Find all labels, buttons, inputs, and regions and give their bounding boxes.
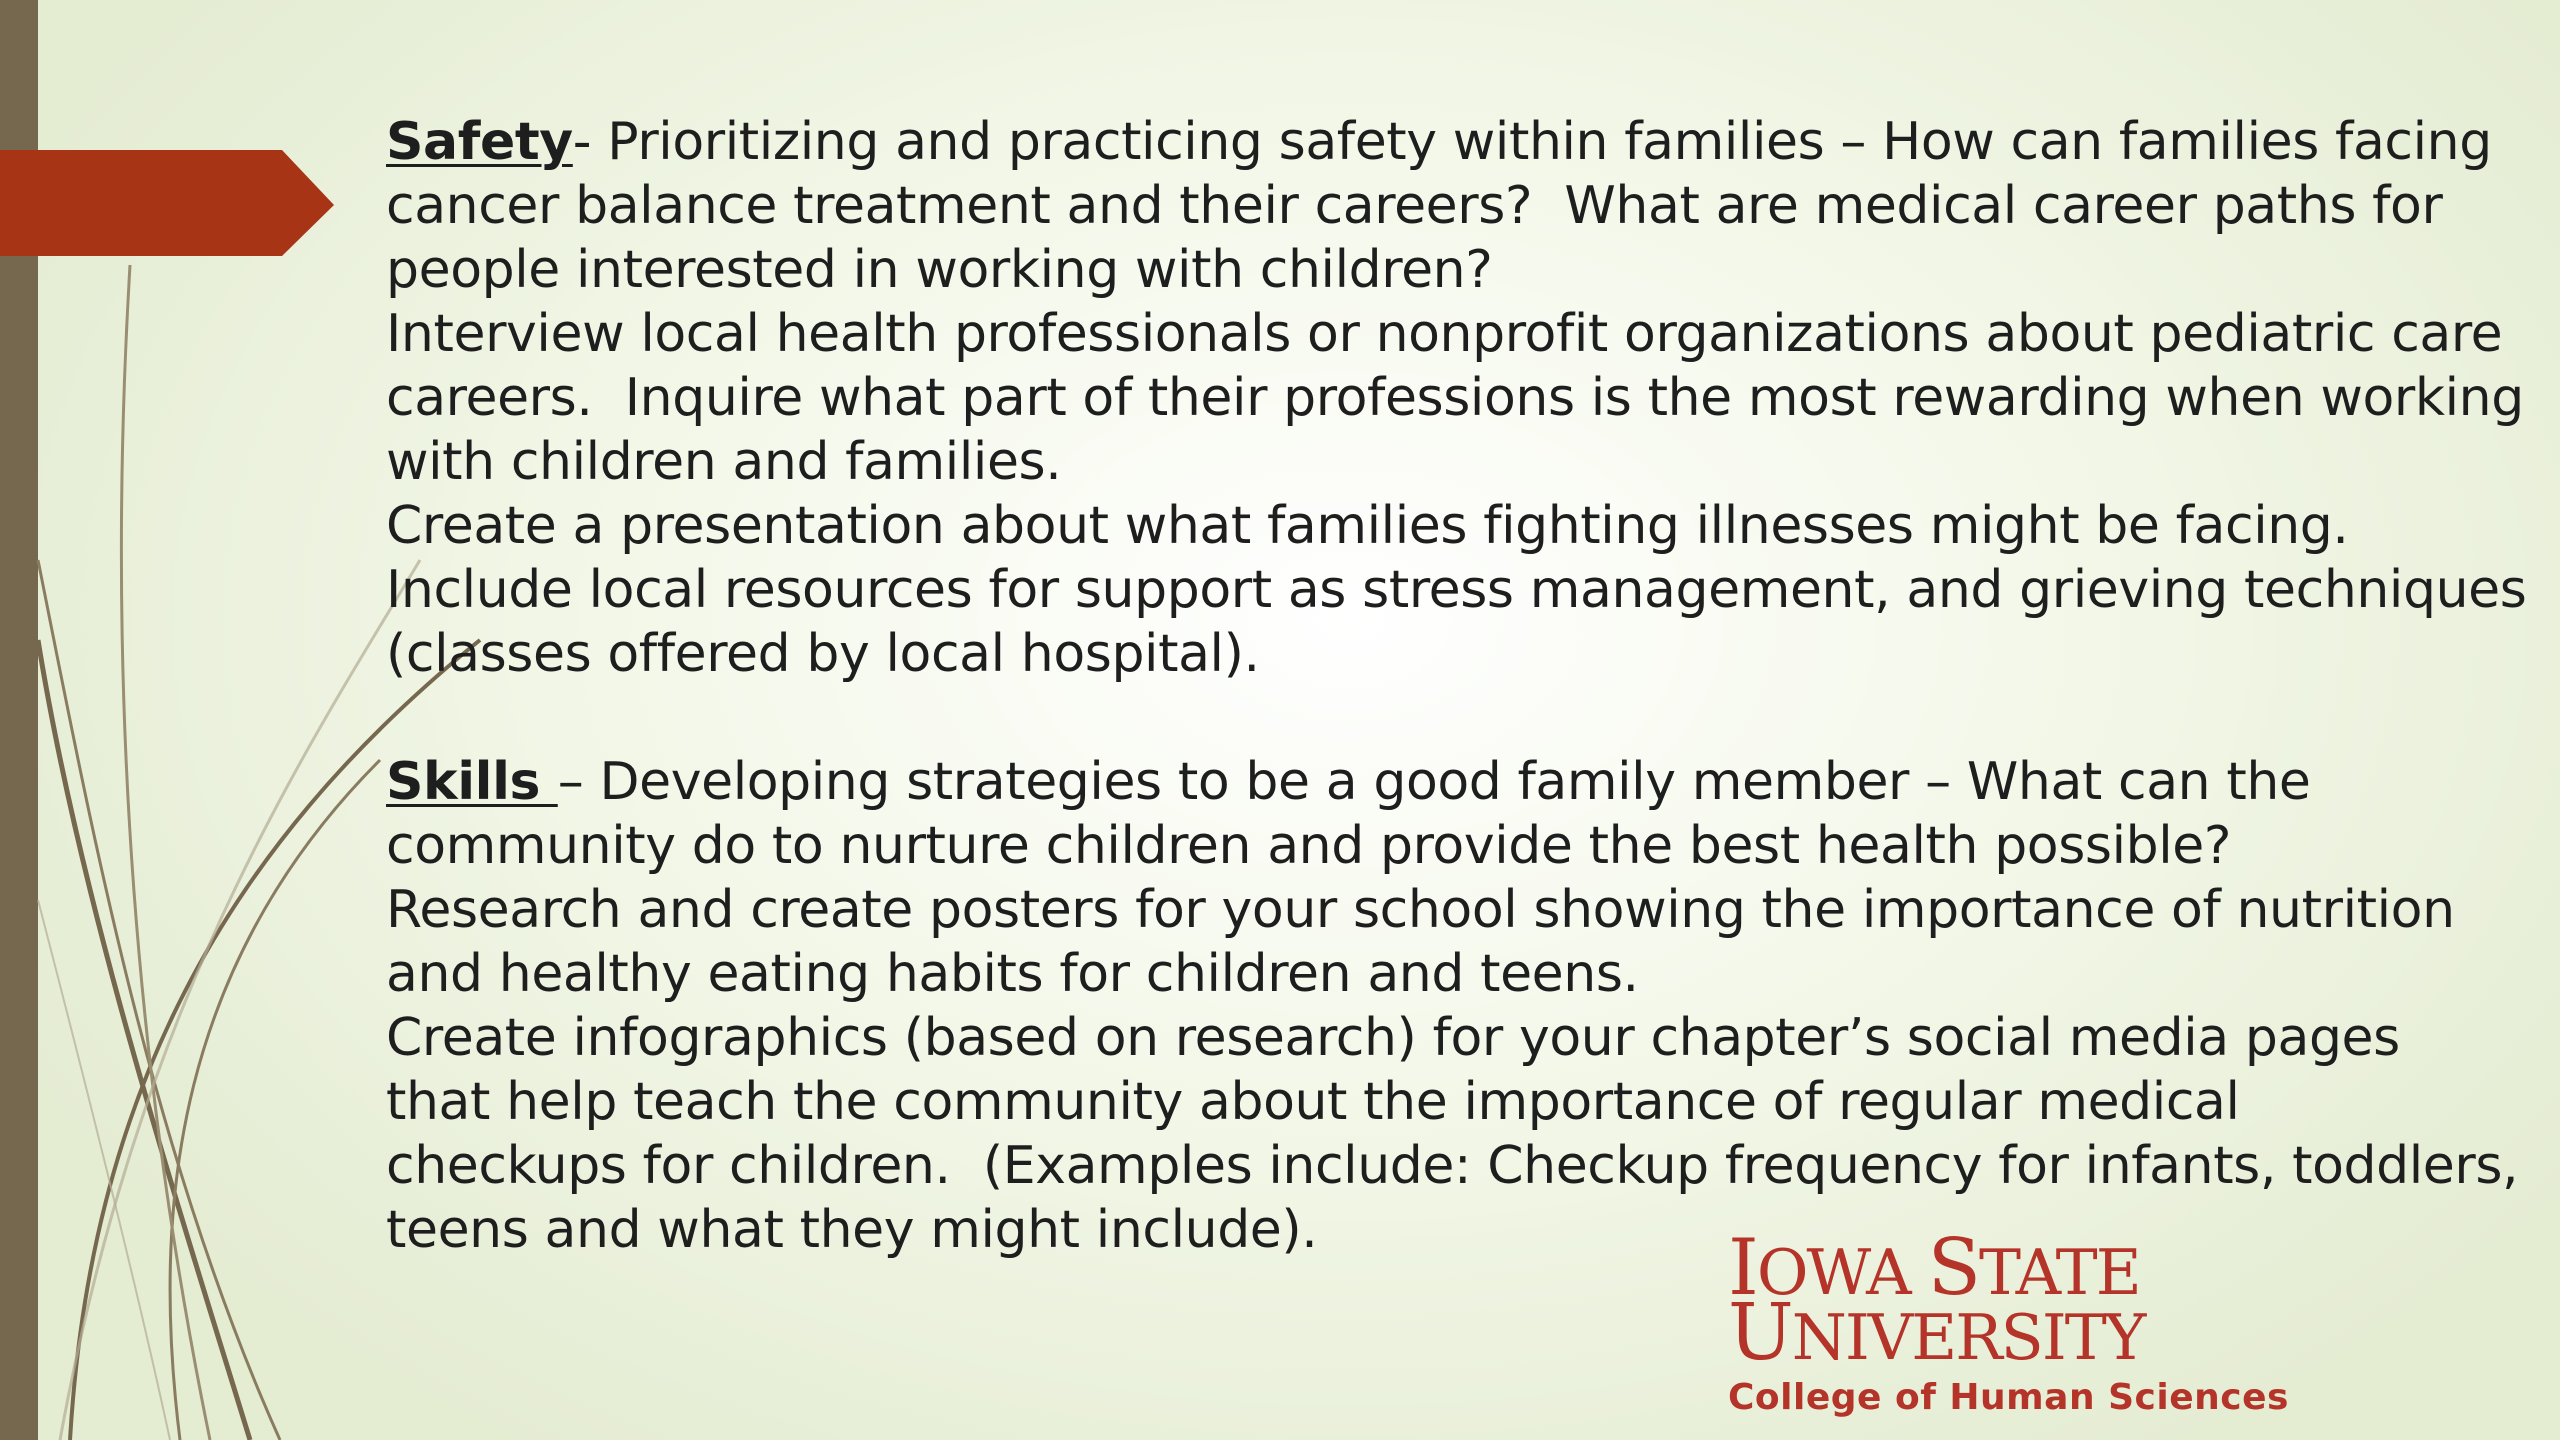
safety-line: cancer balance treatment and their careers? What are medical career paths for bbox=[386, 176, 2443, 236]
skills-line: Research and create posters for your school showing the importance of nutrition bbox=[386, 880, 2455, 940]
section-spacer bbox=[386, 686, 2536, 750]
safety-line: with children and families. bbox=[386, 432, 1062, 492]
skills-line: that help teach the community about the importance of regular medical bbox=[386, 1072, 2240, 1132]
skills-line: community do to nurture children and provide the best health possible? bbox=[386, 816, 2232, 876]
skills-heading: Skills bbox=[386, 752, 558, 812]
safety-line: (classes offered by local hospital). bbox=[386, 624, 1260, 684]
safety-line: careers. Inquire what part of their professions is the most rewarding when working bbox=[386, 368, 2524, 428]
safety-line: Create a presentation about what families fighting illnesses might be facing. bbox=[386, 496, 2349, 556]
logo-line-1: IOWA STATE bbox=[1728, 1223, 2140, 1313]
skills-line: teens and what they might include). bbox=[386, 1200, 1318, 1260]
safety-line: people interested in working with children? bbox=[386, 240, 1493, 300]
skills-line bbox=[386, 750, 2536, 814]
safety-line: Include local resources for support as stress management, and grieving techniques bbox=[386, 560, 2527, 620]
safety-heading: Safety bbox=[386, 112, 573, 172]
safety-line: Interview local health professionals or nonprofit organizations about pediatric care bbox=[386, 304, 2503, 364]
university-logo bbox=[1728, 1223, 2448, 1420]
arrow-banner bbox=[0, 150, 334, 256]
logo-line-2: UNIVERSITY bbox=[1728, 1288, 2145, 1378]
swoosh-line bbox=[38, 560, 280, 1440]
skills-line: checkups for children. (Examples include: Checkup frequency for infants, toddlers, bbox=[386, 1136, 2519, 1196]
swoosh-line bbox=[38, 900, 170, 1440]
slide-body bbox=[386, 110, 2536, 1262]
skills-line: and healthy eating habits for children and teens. bbox=[386, 944, 1639, 1004]
swoosh-line bbox=[170, 760, 380, 1440]
safety-text: - Prioritizing and practicing safety within families – How can families facing bbox=[572, 112, 2492, 172]
swoosh-line bbox=[60, 560, 420, 1440]
safety-line bbox=[386, 110, 2536, 174]
logo-college-name: College of Human Sciences bbox=[1728, 1377, 2289, 1418]
skills-text: – Developing strategies to be a good family member – What can the bbox=[557, 752, 2311, 812]
skills-line: Create infographics (based on research) for your chapter’s social media pages bbox=[386, 1008, 2400, 1068]
